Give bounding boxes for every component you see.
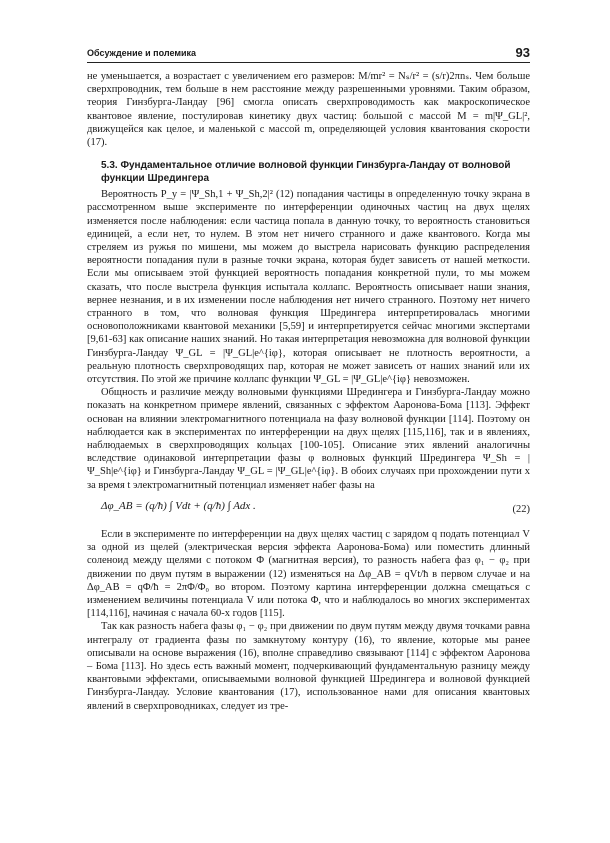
running-header-title: Обсуждение и полемика <box>87 48 197 58</box>
page-body <box>87 70 530 713</box>
paragraph: Так как разность набега фазы φ₁ − φ₂ при движении по двум путям между двумя точками равна интегралу от градиента фазы по замкнутому контуру (16), то явление, которые мы ранее описывали на основе выражения (16), вполне справедливо связывают [114] с эффектом Ааронова – Бома [113]. Но здесь есть важный момент, подчеркивающий фундаментальную разницу между квантовыми эффектами, описываемыми волновой функцией Шредингера и волновой функцией Гинзбурга-Ландау. Условие квантования (17), использованное нами для описания квантовых явлений в сверхпроводниках, следует из тре- <box>87 621 530 712</box>
equation-number: (22) <box>512 503 530 515</box>
running-header <box>87 40 530 63</box>
paragraph-intro: не уменьшается, а возрастает с увеличением его размеров: M/mr² = Nₛ/r² = (s/r)2πnₛ. Чем больше сверхпроводник, тем больше в нем расстояние между разрешенными уровнями. Таким образом, теория Гинзбурга-Ландау [96] смогла описать сверхпроводимость как макроскопическое квантовое явление, постулировав кинетику двух частиц: большой с массой M = m|Ψ_GL|², движущейся как целое, и маленькой с массой m, определяющей условия квантования скорости (17). <box>87 71 530 149</box>
paragraph: Вероятность P_y = |Ψ_Sh,1 + Ψ_Sh,2|² (12) попадания частицы в определенную точку экрана в рассмотренном выше эксперименте по интерференции одиночных частиц на двух щелях изменяется после наблюдения: если частица попала в данную точку, то вероятность становиться единицей, а если нет, то нулем. В этом нет ничего странного и даже квантового. Когда мы стреляем из ружья по мишени, мы можем до выстрела нарисовать функцию распределения вероятности попадания пули в разные точки экрана, которая будет зависеть от нашей меткости. Если мы описываем этой функцией вероятность попадания конкретной пули, то мы можем сказать, что после выстрела функция испытала коллапс. Вероятность описывает наши знания, вернее незнания, и в их изменении после наблюдения нет ничего странного. Поэтому нет ничего странного в том, что волновая функция Шредингера интерпретировалась многими основоположниками квантовой механики [5,59] и интерпретируется сейчас многими экспертами [9,61-63] как описание наших знаний. Но такая интерпретация невозможна для волновой функции Гинзбурга-Ландау Ψ_GL = |Ψ_GL|e^{iφ}, которая описывает не плотность вероятности, а реальную плотность сверхпроводящих пар, которая не может зависеть от наших знаний или их отсутствия. По этой же причине коллапс функции Ψ_GL = |Ψ_GL|e^{iφ} невозможен. <box>87 189 530 386</box>
equation-body: Δφ_AB = (q/ħ) ∫ Vdt + (q/ħ) ∫ Adx . <box>101 499 256 512</box>
page-number: 93 <box>515 45 530 60</box>
equation-22 <box>87 496 530 522</box>
paragraph: Если в эксперименте по интерференции на двух щелях частиц с зарядом q подать потенциал V за одной из щелей (электрическая версия эффекта Ааронова-Бома) или поместить длинный соленоид между щелями с потоком Φ (магнитная версия), то разность набега фаз φ₁ − φ₂ при движении по двум путям в выражении (12) изменяться на Δφ_AB = qVt/ħ в первом случае и на Δφ_AB = qΦ/ħ = 2πΦ/Φ₀ во втором. Поэтому картина интерференции должна смещаться с изменением величины потенциала V или потока Φ, что и наблюдалось во многих экспериментах [114,116], начиная с начала 60-х годов [115]. <box>87 528 530 620</box>
section-heading: 5.3. Фундаментальное отличие волновой функции Гинзбурга-Ландау от волновой функции Шредингера <box>101 160 511 184</box>
paragraph: Общность и различие между волновыми функциями Шредингера и Гинзбурга-Ландау можно показать на конкретном примере явлений, связанных с эффектом Ааронова-Бома [113]. Эффект основан на влиянии электромагнитного потенциала на фазу волновой функции [114]. Поэтому он наблюдается как в экспериментах по интерференции на двух щелях [115,116], так и в явлениях, наблюдаемых в сверхпроводящих кольцах [100-105]. Описание этих явлений аналогичны вследствие одинаковой интерпретации фазы φ волновых функций Шредингера Ψ_Sh = |Ψ_Sh|e^{iφ} и Гинзбурга-Ландау Ψ_GL = |Ψ_GL|e^{iφ}. В обоих случаях при прохождении пути x за время t электромагнитный потенциал изменяет набег фазы на <box>87 387 530 491</box>
